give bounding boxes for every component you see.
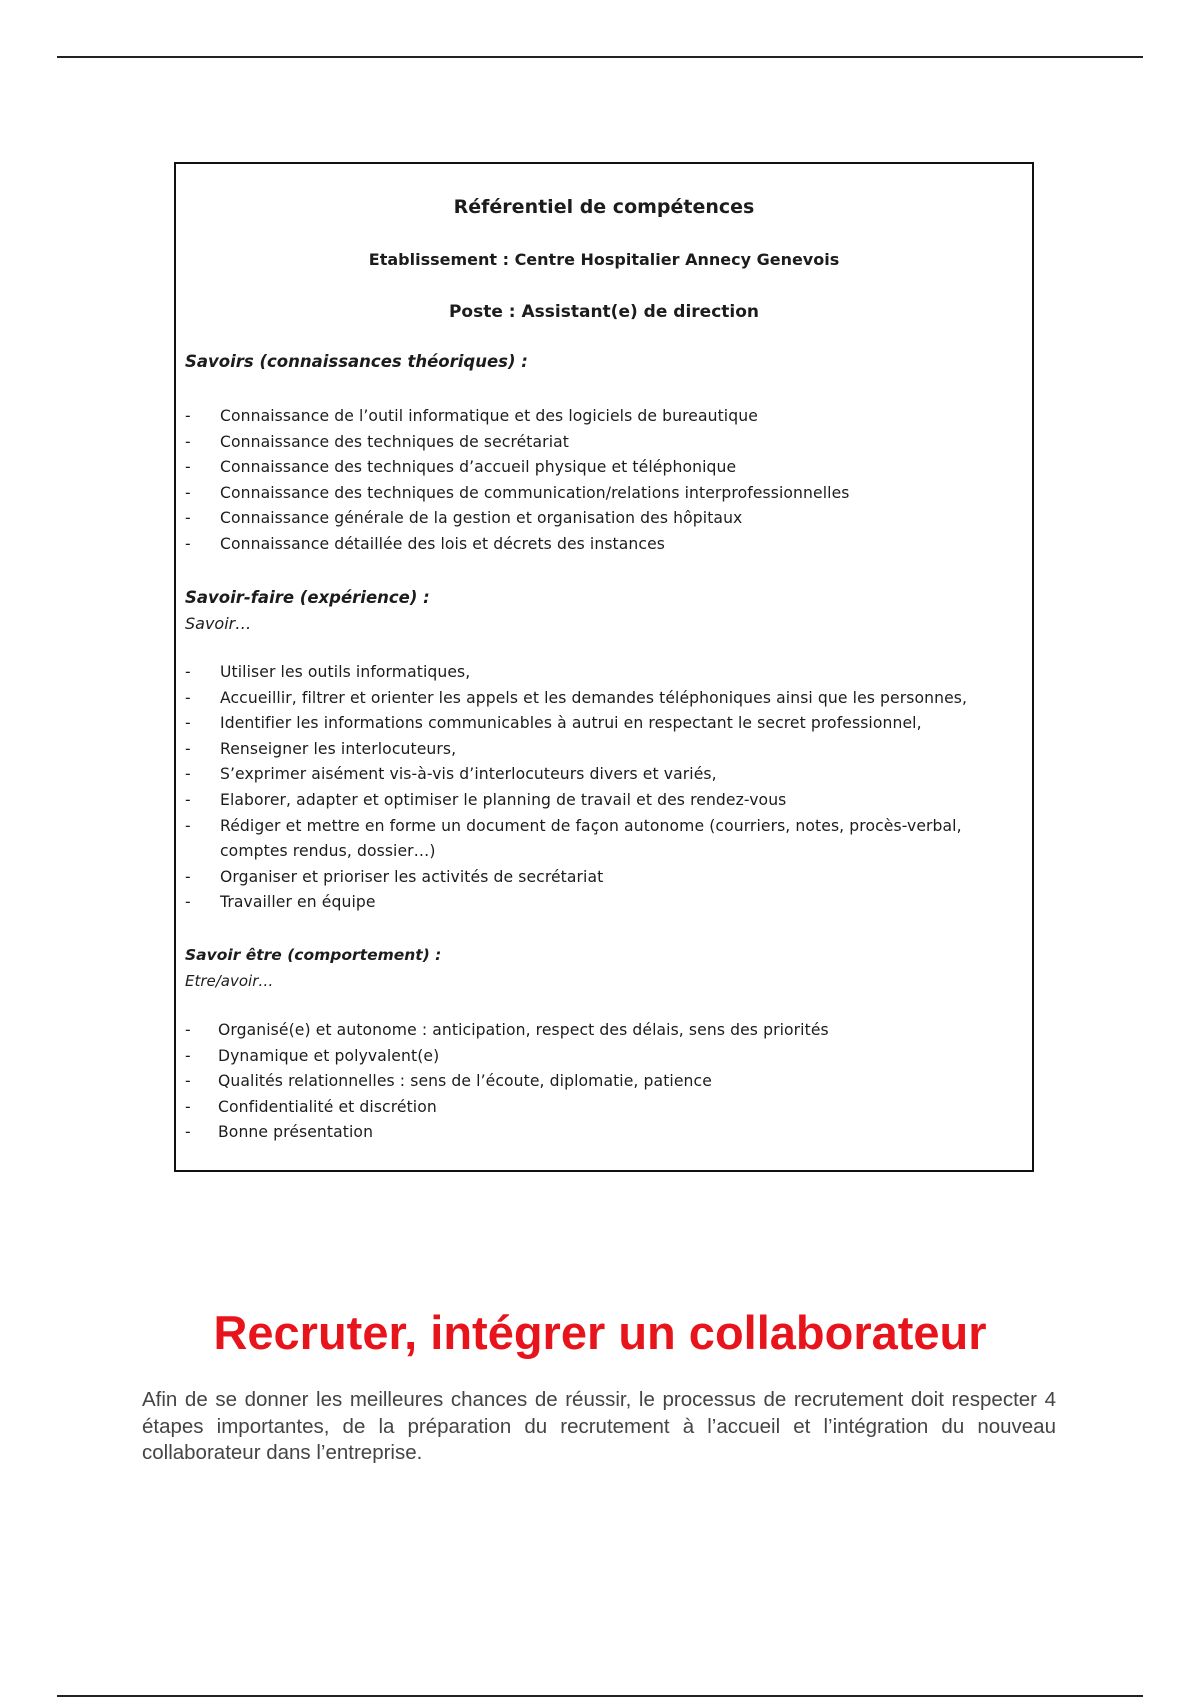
top-rule xyxy=(57,56,1143,58)
list-item: - Confidentialité et discrétion xyxy=(176,1095,1026,1121)
list-item: - Rédiger et mettre en forme un document de façon autonome (courriers, notes, procès-verbal, comptes rendus, dossier…) xyxy=(176,814,1026,865)
bottom-rule xyxy=(57,1695,1143,1697)
savoir-faire-list xyxy=(176,660,1026,916)
list-item: - Identifier les informations communicables à autrui en respectant le secret professionnel, xyxy=(176,711,1026,737)
list-item: - Connaissance détaillée des lois et décrets des instances xyxy=(176,532,1026,558)
list-item: - Connaissance des techniques d’accueil physique et téléphonique xyxy=(176,455,1026,481)
list-item: - Qualités relationnelles : sens de l’écoute, diplomatie, patience xyxy=(176,1069,1026,1095)
intro-paragraph: Afin de se donner les meilleures chances de réussir, le processus de recrutement doit respecter 4 étapes importantes, de la préparation du recrutement à l’accueil et l’intégration du nouveau collaborateur dans l’entreprise. xyxy=(142,1388,1056,1464)
framework-title: Référentiel de compétences xyxy=(453,196,755,218)
savoir-etre-sub: Etre/avoir… xyxy=(185,972,274,990)
list-item: - Organisé(e) et autonome : anticipation, respect des délais, sens des priorités xyxy=(176,1018,1026,1044)
savoir-faire-sub: Savoir… xyxy=(185,614,252,633)
position-line: Poste : Assistant(e) de direction xyxy=(448,302,760,322)
list-item: - Connaissance de l’outil informatique et des logiciels de bureautique xyxy=(176,404,1026,430)
list-item: - Connaissance générale de la gestion et organisation des hôpitaux xyxy=(176,506,1026,532)
list-item: - Connaissance des techniques de communication/relations interprofessionnelles xyxy=(176,481,1026,507)
list-item: - Renseigner les interlocuteurs, xyxy=(176,737,1026,763)
list-item: - Connaissance des techniques de secrétariat xyxy=(176,430,1026,456)
savoirs-heading: Savoirs (connaissances théoriques) : xyxy=(185,352,528,371)
list-item: - Utiliser les outils informatiques, xyxy=(176,660,1026,686)
list-item: - Elaborer, adapter et optimiser le planning de travail et des rendez-vous xyxy=(176,788,1026,814)
savoirs-list xyxy=(176,404,1026,558)
list-item: - Dynamique et polyvalent(e) xyxy=(176,1044,1026,1070)
list-item: - Accueillir, filtrer et orienter les appels et les demandes téléphoniques ainsi que les personnes, xyxy=(176,686,1026,712)
list-item: - S’exprimer aisément vis-à-vis d’interlocuteurs divers et variés, xyxy=(176,762,1026,788)
savoir-etre-heading: Savoir être (comportement) : xyxy=(185,946,442,964)
establishment-line: Etablissement : Centre Hospitalier Annecy Genevois xyxy=(368,250,840,269)
savoir-etre-list xyxy=(176,1018,1026,1146)
list-item: - Organiser et prioriser les activités de secrétariat xyxy=(176,865,1026,891)
section-heading: Recruter, intégrer un collaborateur xyxy=(213,1306,987,1359)
savoir-faire-heading: Savoir-faire (expérience) : xyxy=(185,588,430,607)
list-item: - Bonne présentation xyxy=(176,1120,1026,1146)
competency-framework-box xyxy=(174,162,1034,1172)
list-item: - Travailler en équipe xyxy=(176,890,1026,916)
